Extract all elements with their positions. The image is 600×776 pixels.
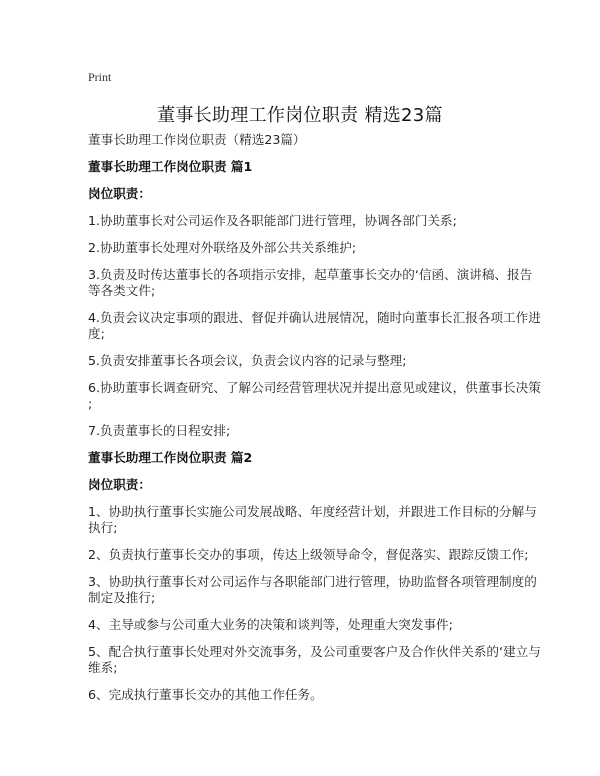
section-heading: 董事长助理工作岗位职责 篇2 — [88, 450, 253, 465]
list-item-line: 5、配合执行董事长处理对外交流事务，及公司重要客户及合作伙伴关系的‘建立与 — [88, 644, 541, 659]
list-item — [88, 547, 541, 563]
list-item — [88, 617, 541, 633]
section-label: 岗位职责： — [88, 477, 151, 492]
list-item-line: 制定及推行; — [88, 590, 156, 605]
list-item-line: 6.协助董事长调查研究、了解公司经营管理状况并提出意见或建议，供董事长决策 — [88, 380, 541, 395]
list-item — [88, 213, 541, 229]
list-item-line: 执行; — [88, 520, 118, 535]
list-item-line: 6、完成执行董事长交办的其他工作任务。 — [88, 687, 323, 702]
list-item — [88, 380, 541, 412]
list-item-line: 3.负责及时传达董事长的各项指示安排，起草董事长交办的‘信函、演讲稿、报告 — [88, 267, 533, 282]
section-heading: 董事长助理工作岗位职责 篇1 — [88, 159, 253, 174]
list-item-line: 2.协助董事长处理对外联络及外部公共关系维护; — [88, 240, 357, 255]
list-item-line: 5.负责安排董事长各项会议，负责会议内容的记录与整理; — [88, 353, 407, 368]
list-item-line: 1、协助执行董事长实施公司发展战略、年度经营计划，并跟进工作目标的分解与 — [88, 504, 537, 519]
list-item — [88, 644, 541, 676]
list-item-line: 4.负责会议决定事项的跟进、督促并确认进展情况，随时向董事长汇报各项工作进 — [88, 310, 541, 325]
list-item-line: 度; — [88, 326, 105, 341]
list-item — [88, 240, 541, 256]
list-item-line: 3、协助执行董事长对公司运作与各职能部门进行管理，协助监督各项管理制度的 — [88, 574, 537, 589]
list-item — [88, 504, 541, 536]
list-item-line: 2、负责执行董事长交办的事项，传达上级领导命令，督促落实、跟踪反馈工作; — [88, 547, 529, 562]
list-item — [88, 267, 541, 299]
print-label[interactable]: Print — [88, 70, 112, 84]
list-item-line: 等各类文件; — [88, 283, 156, 298]
document-subtitle: 董事长助理工作岗位职责（精选23篇） — [88, 132, 306, 147]
list-item — [88, 574, 541, 606]
list-item-line: 维系; — [88, 660, 118, 675]
page-title: 董事长助理工作岗位职责 精选23篇 — [157, 105, 443, 126]
list-item-line: 4、主导或参与公司重大业务的决策和谈判等，处理重大突发事件; — [88, 617, 453, 632]
list-item — [88, 310, 541, 342]
section-label: 岗位职责： — [88, 186, 151, 201]
list-item-line: 7.负责董事长的日程安排; — [88, 423, 231, 438]
list-item-line: ; — [88, 396, 93, 411]
list-item-line: 1.协助董事长对公司运作及各职能部门进行管理，协调各部门关系; — [88, 213, 457, 228]
list-item — [88, 423, 541, 439]
list-item — [88, 687, 541, 703]
document-body — [88, 132, 541, 714]
list-item — [88, 353, 541, 369]
